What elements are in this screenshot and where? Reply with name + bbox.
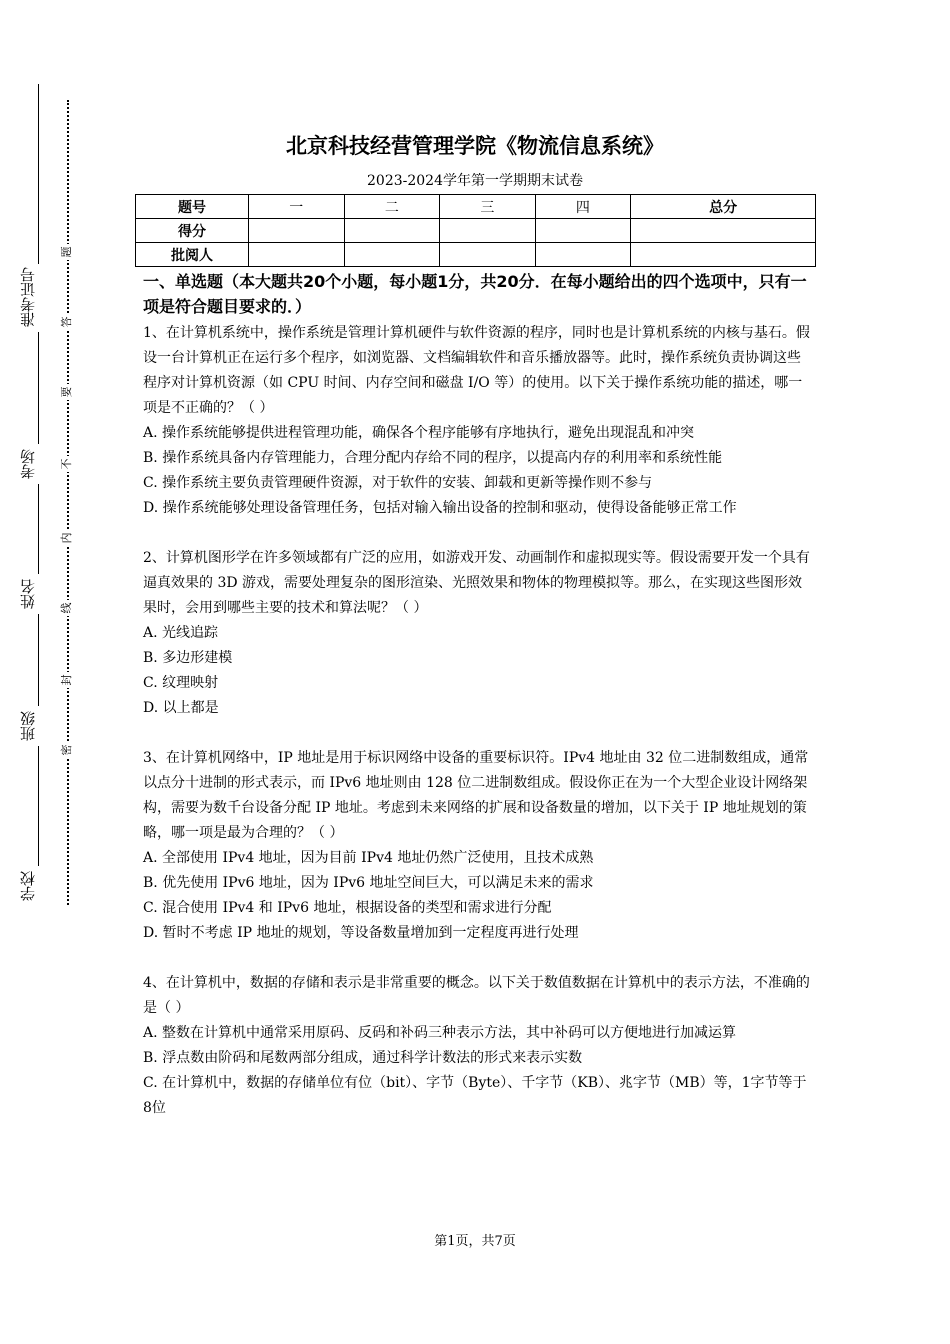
answer-option: A. 光线追踪: [143, 625, 219, 641]
answer-option: C. 纹理映射: [143, 675, 219, 691]
question: [143, 746, 811, 946]
score-row: [136, 219, 816, 243]
reviewer-cell[interactable]: [440, 243, 536, 267]
answer-option: A. 操作系统能够提供进程管理功能，确保各个程序能够有序地执行，避免出现混乱和冲突: [143, 425, 695, 441]
score-cell[interactable]: [440, 219, 536, 243]
answer-option: C. 操作系统主要负责管理硬件资源，对于软件的安装、卸载和更新等操作则不参与: [143, 475, 653, 491]
score-table-header-row: [136, 195, 816, 219]
answer-option: C. 在计算机中，数据的存储单位有位（bit）、字节（Byte）、千字节（KB）、兆字节（MB）等，1字节等于8位: [143, 1075, 807, 1116]
seal-char: 不: [59, 456, 75, 472]
exam-title: 北京科技经营管理学院《物流信息系统》: [286, 134, 664, 158]
binding-line: [38, 484, 39, 574]
question-stem: 2、计算机图形学在许多领域都有广泛的应用，如游戏开发、动画制作和虚拟现实等。假设需要开发一个具有逼真效果的 3D 游戏，需要处理复杂的图形渲染、光照效果和物体的物理模拟等。那么，在实现这些图形效果时，会用到哪些主要的技术和算法呢？（ ）: [143, 550, 810, 616]
answer-option: C. 混合使用 IPv4 和 IPv6 地址，根据设备的类型和需求进行分配: [143, 900, 552, 916]
exam-subtitle: 2023-2024学年第一学期期末试卷: [367, 173, 583, 189]
reviewer-cell[interactable]: [344, 243, 440, 267]
seal-char: 封: [59, 672, 75, 688]
seal-char: 要: [59, 384, 75, 400]
class-label: 班级: [19, 711, 37, 741]
page-footer: 第1页，共7页: [434, 1234, 516, 1249]
score-table: [135, 194, 816, 267]
section-heading: 一、单选题（本大题共20个小题，每小题1分，共20分．在每小题给出的四个选项中，只有一项是符合题目要求的．）: [143, 272, 807, 316]
seal-char: 答: [59, 314, 75, 330]
header-cell: 四: [535, 195, 631, 219]
row-label: 得分: [136, 219, 249, 243]
answer-option: D. 以上都是: [143, 700, 219, 716]
reviewer-row: [136, 243, 816, 267]
seal-char: 密: [59, 742, 75, 758]
binding-line: [38, 614, 39, 706]
answer-option: D. 操作系统能够处理设备管理任务，包括对输入输出设备的控制和驱动，使得设备能够正常工作: [143, 500, 737, 516]
question-stem: 1、在计算机系统中，操作系统是管理计算机硬件与软件资源的程序，同时也是计算机系统的内核与基石。假设一台计算机正在运行多个程序，如浏览器、文档编辑软件和音乐播放器等。此时，操作系统负责协调这些程序对计算机资源（如 CPU 时间、内存空间和磁盘 I/O 等）的使用。以下关于操作系统功能的描述，哪一项是不正确的？（ ）: [143, 325, 810, 416]
question: [143, 971, 811, 1121]
header-cell: 总分: [631, 195, 816, 219]
school-label: 学校: [19, 871, 37, 901]
binding-line: [38, 332, 39, 444]
name-label: 姓名: [19, 579, 37, 609]
binding-margin: [0, 0, 110, 1344]
answer-option: A. 整数在计算机中通常采用原码、反码和补码三种表示方法，其中补码可以方便地进行加减运算: [143, 1025, 737, 1041]
binding-line: [38, 746, 39, 866]
score-cell[interactable]: [535, 219, 631, 243]
answer-option: A. 全部使用 IPv4 地址，因为目前 IPv4 地址仍然广泛使用，且技术成熟: [143, 850, 594, 866]
header-cell: 三: [440, 195, 536, 219]
exam-content: [143, 269, 811, 1121]
answer-option: D. 暂时不考虑 IP 地址的规划，等设备数量增加到一定程度再进行处理: [143, 925, 579, 941]
score-cell[interactable]: [631, 219, 816, 243]
question: [143, 321, 811, 521]
answer-option: B. 多边形建模: [143, 650, 233, 666]
reviewer-cell[interactable]: [249, 243, 345, 267]
answer-option: B. 浮点数由阶码和尾数两部分组成，通过科学计数法的形式来表示实数: [143, 1050, 583, 1066]
reviewer-cell[interactable]: [631, 243, 816, 267]
seal-char: 题: [59, 244, 75, 260]
seal-char: 内: [59, 530, 75, 546]
score-cell[interactable]: [344, 219, 440, 243]
question-stem: 3、在计算机网络中，IP 地址是用于标识网络中设备的重要标识符。IPv4 地址由 32 位二进制数组成，通常以点分十进制的形式表示，而 IPv6 地址则由 128 位二进制数组成。假设你正在为一个大型企业设计网络架构，需要为数千台设备分配 IP 地址。考虑到未来网络的扩展和设备数量的增加，以下关于 IP 地址规划的策略，哪一项是最为合理的？（ ）: [143, 750, 809, 841]
exam-id-label: 准考证号: [19, 267, 37, 327]
header-cell: 一: [249, 195, 345, 219]
header-cell: 二: [344, 195, 440, 219]
row-label: 批阅人: [136, 243, 249, 267]
seal-dotted-line: [67, 100, 69, 905]
header-cell: 题号: [136, 195, 249, 219]
score-cell[interactable]: [249, 219, 345, 243]
question-stem: 4、在计算机中，数据的存储和表示是非常重要的概念。以下关于数值数据在计算机中的表示方法，不准确的是（ ）: [143, 975, 810, 1016]
seal-char: 线: [59, 600, 75, 616]
question: [143, 546, 811, 721]
exam-room-label: 考场: [19, 449, 37, 479]
answer-option: B. 操作系统具备内存管理能力，合理分配内存给不同的程序，以提高内存的利用率和系统性能: [143, 450, 723, 466]
reviewer-cell[interactable]: [535, 243, 631, 267]
answer-option: B. 优先使用 IPv6 地址，因为 IPv6 地址空间巨大，可以满足未来的需求: [143, 875, 594, 891]
